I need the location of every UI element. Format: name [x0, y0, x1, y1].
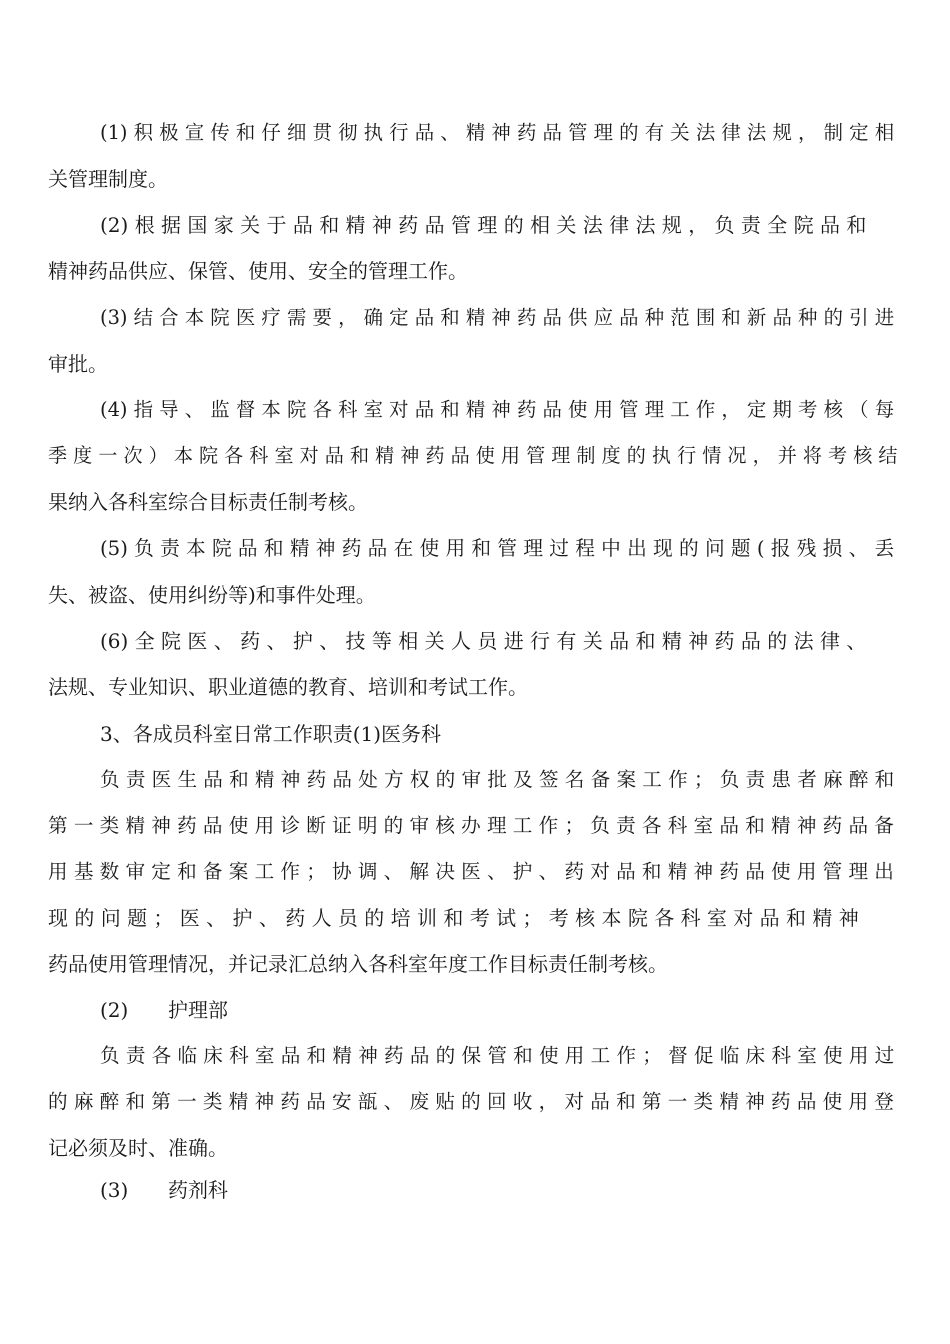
section-pharmacy-number: (3): [100, 1178, 129, 1202]
paragraph-1-line-1: (1) 积 极 宣 传 和 仔 细 贯 彻 执 行 品 、 精 神 药 品 管 理 的 有 关 法 律 法 规 ， 制 定 相: [100, 121, 895, 144]
section-nursing-title: 护理部: [168, 998, 228, 1022]
section-pharmacy-heading: [48, 1167, 898, 1213]
section-nursing-heading: [48, 987, 898, 1033]
paragraph-medical-affairs-line-5: 药品使用管理情况，并记录汇总纳入各科室年度工作目标责任制考核。: [48, 952, 668, 976]
section-nursing-label: [48, 987, 898, 1033]
paragraph-2-line-1: (2) 根 据 国 家 关 于 品 和 精 神 药 品 管 理 的 相 关 法 律 法 规 ， 负 责 全 院 品 和: [100, 213, 867, 237]
paragraph-2: [48, 202, 898, 294]
paragraph-medical-affairs-line-4: 现 的 问 题 ； 医 、 护 、 药 人 员 的 培 训 和 考 试 ； 考 核 本 院 各 科 室 对 品 和 精 神: [48, 906, 859, 930]
paragraph-4-line-1: (4) 指 导 、 监 督 本 院 各 科 室 对 品 和 精 神 药 品 使 用 管 理 工 作 ， 定 期 考 核 （ 每: [100, 398, 895, 421]
paragraph-1-line-2: 关管理制度。: [48, 167, 168, 191]
paragraph-medical-affairs: [48, 757, 898, 987]
paragraph-4: [48, 387, 898, 525]
paragraph-6-line-1: (6) 全 院 医 、 药 、 护 、 技 等 相 关 人 员 进 行 有 关 品 和 精 神 药 品 的 法 律 、: [100, 629, 867, 653]
paragraph-medical-affairs-line-3: 用 基 数 审 定 和 备 案 工 作 ； 协 调 、 解 决 医 、 护 、 药 对 品 和 精 神 药 品 使 用 管 理 出: [48, 860, 894, 883]
paragraph-6: [48, 618, 898, 710]
paragraph-medical-affairs-line-1: 负 责 医 生 品 和 精 神 药 品 处 方 权 的 审 批 及 签 名 备 案 工 作 ； 负 责 患 者 麻 醉 和: [100, 768, 895, 791]
section-3-heading-text: 3、各成员科室日常工作职责(1)医务科: [100, 722, 442, 746]
section-pharmacy-label: [48, 1167, 898, 1213]
paragraph-5: [48, 526, 898, 618]
paragraph-medical-affairs-line-2: 第 一 类 精 神 药 品 使 用 诊 断 证 明 的 审 核 办 理 工 作 ； 负 责 各 科 室 品 和 精 神 药 品 备: [48, 814, 894, 837]
paragraph-nursing-line-3: 记必须及时、准确。: [48, 1136, 228, 1160]
paragraph-4-line-2: 季 度 一 次 ） 本 院 各 科 室 对 品 和 精 神 药 品 使 用 管 理 制 度 的 执 行 情 况 ， 并 将 考 核 结: [48, 444, 898, 467]
paragraph-3-line-1: (3) 结 合 本 院 医 疗 需 要 ， 确 定 品 和 精 神 药 品 供 应 品 种 范 围 和 新 品 种 的 引 进: [100, 306, 895, 329]
paragraph-2-line-2: 精神药品供应、保管、使用、安全的管理工作。: [48, 259, 468, 283]
paragraph-4-line-3: 果纳入各科室综合目标责任制考核。: [48, 490, 368, 514]
paragraph-3-line-2: 审批。: [48, 352, 108, 376]
paragraph-3: [48, 295, 898, 387]
section-pharmacy-title: 药剂科: [168, 1178, 228, 1202]
paragraph-5-line-1: (5) 负 责 本 院 品 和 精 神 药 品 在 使 用 和 管 理 过 程 中 出 现 的 问 题 ( 报 残 损 、 丢: [100, 537, 895, 560]
section-3-heading: [48, 711, 898, 757]
paragraph-6-line-2: 法规、专业知识、职业道德的教育、培训和考试工作。: [48, 675, 528, 699]
paragraph-nursing: [48, 1033, 898, 1171]
section-nursing-number: (2): [100, 998, 129, 1022]
paragraph-5-line-2: 失、被盗、使用纠纷等)和事件处理。: [48, 583, 376, 607]
paragraph-nursing-line-2: 的 麻 醉 和 第 一 类 精 神 药 品 安 瓿 、 废 贴 的 回 收 ， 对 品 和 第 一 类 精 神 药 品 使 用 登: [48, 1090, 894, 1113]
paragraph-1: [48, 110, 898, 202]
paragraph-nursing-line-1: 负 责 各 临 床 科 室 品 和 精 神 药 品 的 保 管 和 使 用 工 作 ； 督 促 临 床 科 室 使 用 过: [100, 1044, 895, 1067]
